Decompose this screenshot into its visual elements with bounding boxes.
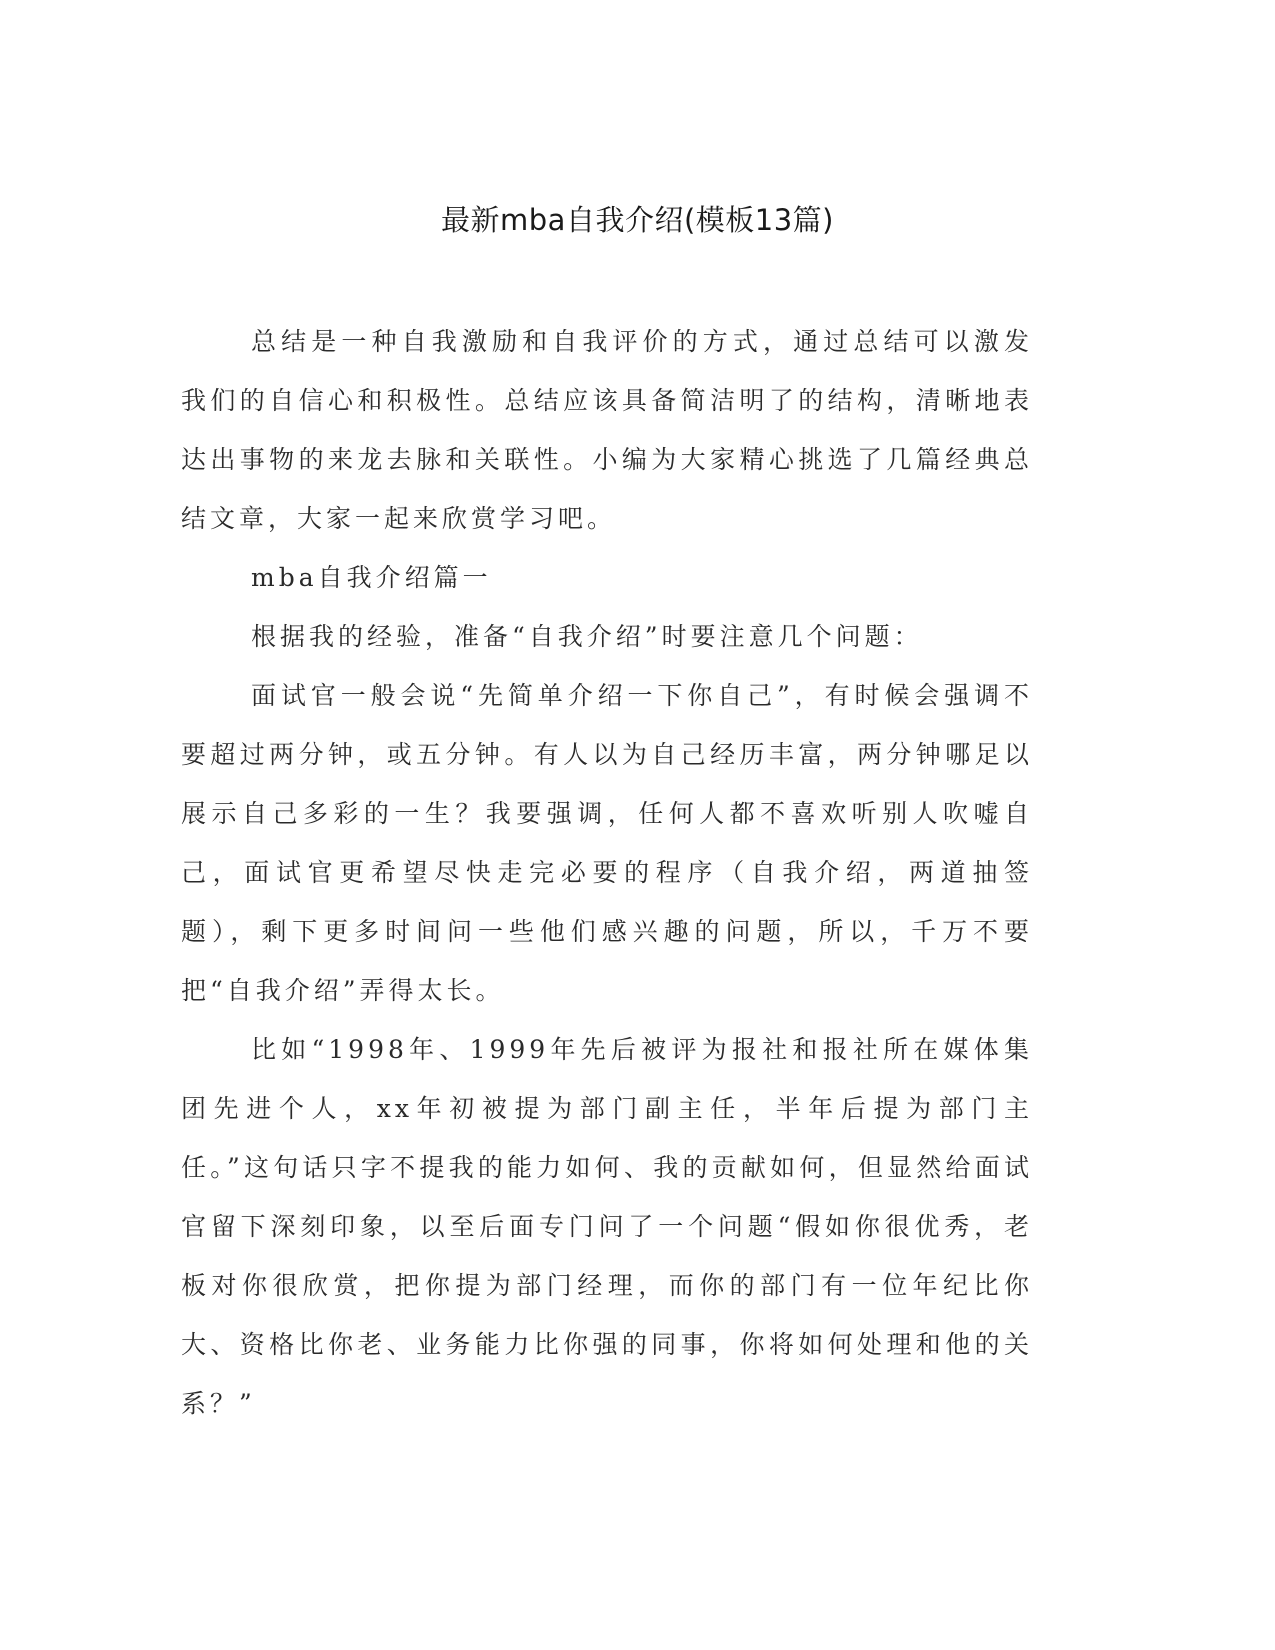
paragraph: 根据我的经验，准备“自我介绍”时要注意几个问题： [251,622,923,651]
paragraph: 面试官一般会说“先简单介绍一下你自己”，有时候会强调不要超过两分钟，或五分钟。有人以为自己经历丰富，两分钟哪足以展示自己多彩的一生？我要强调，任何人都不喜欢听别人吹嘘自己，面试官更希望尽快走完必要的程序（自我介绍，两道抽签题），剩下更多时间问一些他们感兴趣的问题，所以，千万不要把“自我介绍”弄得太长。 [181,681,1033,1005]
document-body [181,312,1033,1433]
section-heading: mba自我介绍篇一 [251,563,492,592]
paragraph: 比如“1998年、1999年先后被评为报社和报社所在媒体集团先进个人，xx年初被提为部门副主任，半年后提为部门主任。”这句话只字不提我的能力如何、我的贡献如何，但显然给面试官留下深刻印象，以至后面专门问了一个问题“假如你很优秀，老板对你很欣赏，把你提为部门经理，而你的部门有一位年纪比你大、资格比你老、业务能力比你强的同事，你将如何处理和他的关系？” [181,1035,1033,1418]
document-title: 最新mba自我介绍(模板13篇) [441,203,834,237]
paragraph-intro: 总结是一种自我激励和自我评价的方式，通过总结可以激发我们的自信心和积极性。总结应该具备简洁明了的结构，清晰地表达出事物的来龙去脉和关联性。小编为大家精心挑选了几篇经典总结文章，大家一起来欣赏学习吧。 [181,327,1033,533]
